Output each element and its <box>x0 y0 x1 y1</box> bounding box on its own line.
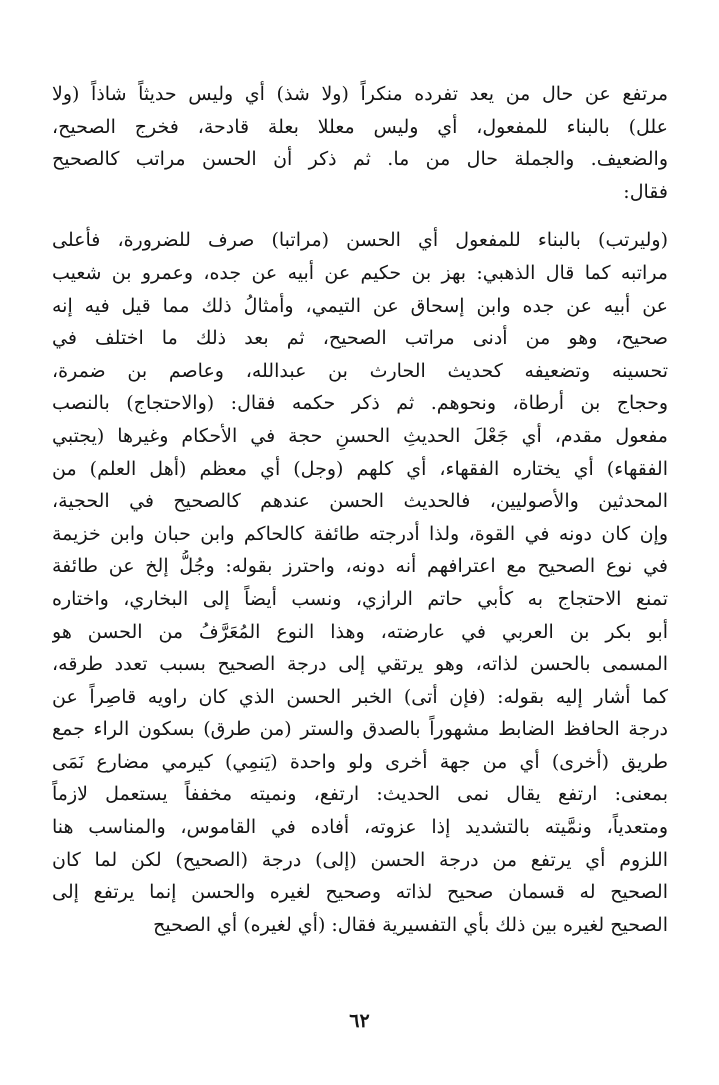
text-line: طريق (أخرى) أي من جهة أخرى ولو واحدة (يَنمِي) كيرمي مضارع نَمَى <box>52 750 668 773</box>
text-line: علل) بالبناء للمفعول، أي وليس معللا بعلة قادحة، فخرج الصحيح، <box>52 115 668 138</box>
text-line: كما أشار إليه بقوله: (فإن أتى) الخبر الحسن الذي كان راويه قاصِراً عن <box>52 685 668 708</box>
text-line: درجة الحافظ الضابط مشهوراً بالصدق والستر (من طرق) بسكون الراء جمع <box>52 718 668 741</box>
text-line: مراتبه كما قال الذهبي: بهز بن حكيم عن أبيه عن جده، وعمرو بن شعيب <box>52 261 668 284</box>
text-line: والضعيف. والجملة حال من ما. ثم ذكر أن الحسن مراتب كالصحيح <box>52 148 668 171</box>
paragraph-gap <box>52 208 668 224</box>
text-line: صحيح، وهو من أدنى مراتب الصحيح، ثم بعد ذلك ما اختلف في <box>52 327 668 350</box>
page-number: ٦٢ <box>349 1010 370 1032</box>
text-line: المسمى بالحسن لذاته، وهو يرتقي إلى درجة الصحيح بسبب تعدد طرقه، <box>52 653 668 676</box>
text-line: مرتفع عن حال من يعد تفرده منكراً (ولا شذ) أي وليس حديثاً شاذاً (ولا <box>52 83 668 105</box>
text-line: فقال: <box>623 180 668 203</box>
body-text <box>52 78 668 941</box>
text-line: اللزوم أي يرتفع من درجة الحسن (إلى) درجة (الصحيح) لكن لما كان <box>52 848 668 871</box>
text-line: تمنع الاحتجاج به كأبي حاتم الرازي، ونسب أيضاً إلى البخاري، واختاره <box>52 587 668 610</box>
text-line: ومتعدياً، ونمَّيته بالتشديد إذا عزوته، أفاده في القاموس، والمناسب هنا <box>52 816 668 839</box>
text-line: الصحيح لغيره بين ذلك بأي التفسيرية فقال: (أي لغيره) أي الصحيح <box>153 913 668 936</box>
text-line: وحجاج بن أرطاة، ونحوهم. ثم ذكر حكمه فقال: (والاحتجاج) بالنصب <box>52 392 668 415</box>
text-line: في نوع الصحيح مع اعترافهم أنه دونه، واحترز بقوله: وجُلُّ إلخ عن طائفة <box>52 555 668 578</box>
text-line: الصحيح له قسمان صحيح لذاته وصحيح لغيره والحسن إنما يرتفع إلى <box>52 881 668 904</box>
text-line: تحسينه وتضعيفه كحديث الحارث بن عبدالله، وعاصم بن ضمرة، <box>52 359 668 382</box>
text-line: أبو بكر بن العربي في عارضته، وهذا النوع المُعَرَّفُ من الحسن هو <box>52 620 668 643</box>
text-line: وإن كان دونه في القوة، ولذا أدرجته طائفة كالحاكم وابن حبان وابن خزيمة <box>52 522 668 545</box>
text-line: مفعول مقدم، أي جَعْلَ الحديثِ الحسنِ حجة في الأحكام وغيرها (يجتبي <box>52 424 668 447</box>
text-line: (وليرتب) بالبناء للمفعول أي الحسن (مراتبا) صرف للضرورة، فأعلى <box>52 229 668 252</box>
text-line: المحدثين والأصوليين، فالحديث الحسن عندهم كالصحيح في الحجية، <box>52 490 668 513</box>
text-line: عن أبيه عن جده وابن إسحاق عن التيمي، وأمثالُ ذلك مما قيل فيه إنه <box>52 294 668 317</box>
text-line: بمعنى: ارتفع يقال نمى الحديث: ارتفع، ونميته مخففاً يستعمل لازماً <box>52 783 668 806</box>
text-line: الفقهاء) أي يختاره الفقهاء، أي كلهم (وجل) أي معظم (أهل العلم) من <box>52 457 668 480</box>
